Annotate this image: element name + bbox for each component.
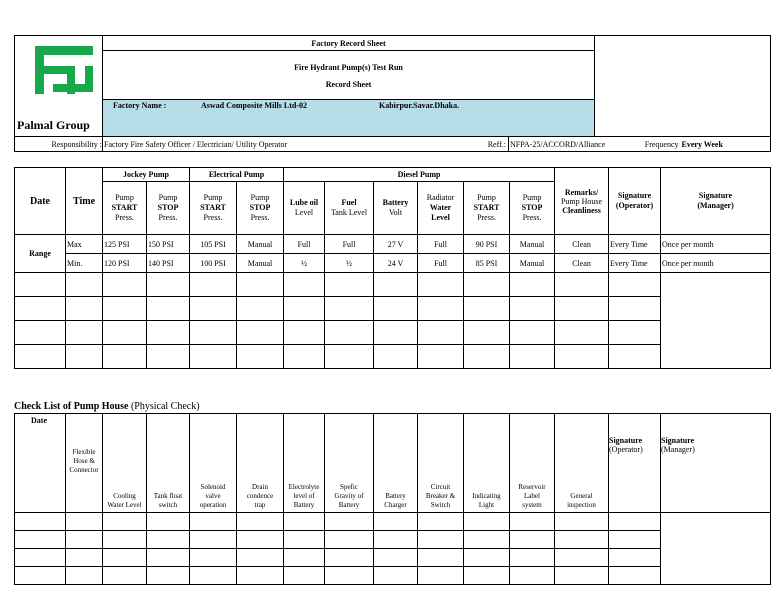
ck-tank-float: Tank float switch (147, 414, 190, 513)
col-radiator: Radiator Water Level (418, 182, 464, 235)
col-lube: Lube oil Level (284, 182, 325, 235)
range-row-max: Range Max 125 PSI 150 PSI 105 PSI Manual Full Full 27 V Full 90 PSI Manual Clean Every Time Once per month (15, 235, 771, 254)
ck-reservoir: Reservoir Label system (510, 414, 555, 513)
responsibility-value: Factory Fire Safety Officer / Electrician/ Utility Operator (103, 137, 395, 152)
col-date: Date (15, 168, 66, 235)
ck-sig-manager: Signature (Manager) (661, 414, 771, 513)
ck-circuit-breaker: Circuit Breaker & Switch (418, 414, 464, 513)
ck-battery-charger: Battery Charger (374, 414, 418, 513)
company-logo (33, 44, 95, 96)
col-sig-operator: Signature (Operator) (609, 168, 661, 235)
group-diesel-pump: Diesel Pump (284, 168, 555, 182)
ck-manager-blank[interactable] (661, 513, 771, 585)
test-record-table (14, 167, 771, 369)
main-title: Fire Hydrant Pump(s) Test Run Record Sheet (103, 51, 595, 100)
ck-general: General inspection (555, 414, 609, 513)
col-jp-stop: Pump STOP Press. (147, 182, 190, 235)
header-blank (595, 36, 771, 137)
factory-name-field: Factory Name : Aswad Composite Mills Ltd-02 Kabirpur.Savar.Dhaka. (103, 100, 595, 137)
col-remarks: Remarks/ Pump House Cleanliness (555, 168, 609, 235)
responsibility-label: Responsibility : (15, 137, 103, 152)
col-battery: Battery Volt (374, 182, 418, 235)
range-label: Range (15, 235, 66, 273)
logo-cell (15, 36, 103, 137)
table-row (15, 513, 771, 531)
col-ep-stop: Pump STOP Press. (237, 182, 284, 235)
group-jockey-pump: Jockey Pump (103, 168, 190, 182)
table-row (15, 321, 771, 345)
group-electrical-pump: Electrical Pump (190, 168, 284, 182)
table-row (15, 273, 771, 297)
table-row (15, 549, 771, 567)
ck-specific-gravity: Spefic Gravity of Battery (325, 414, 374, 513)
manager-blank[interactable] (661, 273, 771, 369)
col-dp-stop: Pump STOP Press. (510, 182, 555, 235)
col-dp-start: Pump START Press. (464, 182, 510, 235)
ck-drain: Drain condence trap (237, 414, 284, 513)
checklist-table (14, 413, 771, 585)
reff-value: NFPA-25/ACCORD/Alliance (509, 137, 595, 152)
col-sig-manager: Signature (Manager) (661, 168, 771, 235)
table-row (15, 567, 771, 585)
range-row-min: Min. 120 PSI 140 PSI 100 PSI Manual ½ ½ 24 V Full 85 PSI Manual Clean Every Time Once per month (15, 254, 771, 273)
col-time: Time (66, 168, 103, 235)
company-name: Palmal Group (17, 118, 90, 132)
table-row (15, 297, 771, 321)
table-row (15, 345, 771, 369)
col-jp-start: Pump START Press. (103, 182, 147, 235)
ck-sig-operator: Signature (Operator) (609, 414, 661, 513)
header-table (14, 35, 771, 152)
ck-electrolyte: Electrolyte level of Battery (284, 414, 325, 513)
ck-date: Date (15, 414, 66, 513)
ck-flexible: Flexible Hose & Connector (66, 414, 103, 513)
table-row (15, 531, 771, 549)
reff-label: Reff.: (395, 137, 509, 152)
col-ep-start: Pump START Press. (190, 182, 237, 235)
ck-cooling: Cooling Water Level (103, 414, 147, 513)
record-label: Factory Record Sheet (103, 36, 595, 51)
ck-solenoid: Solenoid valve operation (190, 414, 237, 513)
col-fuel: Fuel Tank Level (325, 182, 374, 235)
frequency-field: Frequency Every Week (595, 137, 771, 152)
ck-indicating-light: Indicating Light (464, 414, 510, 513)
checklist-title: Check List of Pump House (Physical Check) (14, 401, 200, 412)
